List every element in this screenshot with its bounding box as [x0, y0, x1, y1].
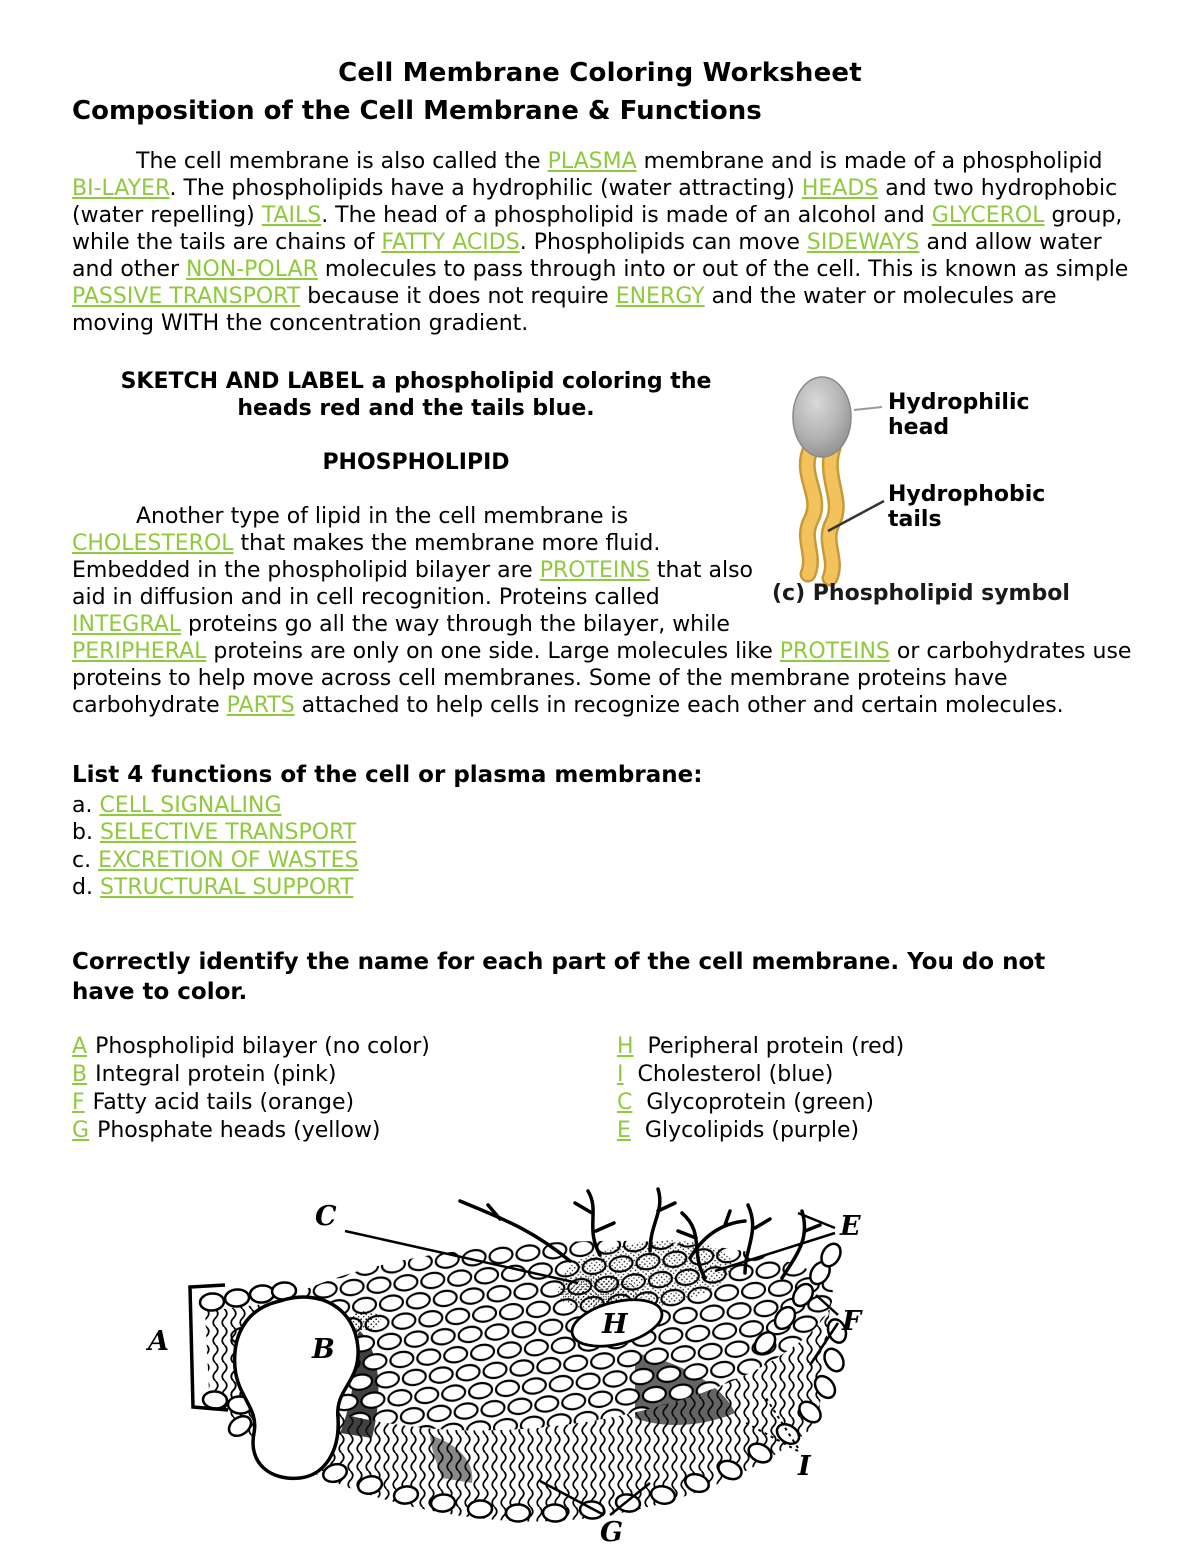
function-item: [72, 819, 1132, 847]
function-item: [72, 792, 1132, 820]
hydrophobic-tails-shape: [807, 448, 836, 578]
text-run: membrane and is made of a phospholipid: [636, 149, 1103, 174]
intro-paragraph: [72, 148, 1134, 337]
phospholipid-section: [72, 368, 1134, 719]
text-run: molecules to pass through into or out of the cell. This is known as simple: [317, 257, 1129, 282]
sketch-heading-line2: heads red and the tails blue.: [237, 396, 595, 421]
part-label: Glycolipids (purple): [644, 1118, 860, 1143]
figure-caption: (c) Phospholipid symbol: [772, 581, 1070, 606]
answer-letter: I: [617, 1062, 624, 1087]
identify-item: [617, 1033, 1117, 1061]
answer-letter: G: [72, 1118, 90, 1143]
part-label: Fatty acid tails (orange): [92, 1090, 355, 1115]
text-run: . The head of a phospholipid is made of an alcohol and: [321, 203, 932, 228]
function-item: [72, 874, 1132, 902]
membrane-diagram-drawing: [130, 1183, 890, 1551]
answer-blank: PROTEINS: [539, 558, 650, 583]
identify-column-left: [72, 1033, 592, 1145]
answer-blank: NON-POLAR: [186, 257, 318, 282]
part-label: Peripheral protein (red): [647, 1034, 905, 1059]
item-prefix: d.: [72, 875, 100, 900]
head-pointer-line: [854, 407, 882, 410]
text-run: because it does not require: [300, 284, 616, 309]
diagram-label-g: G: [600, 1517, 624, 1548]
phospholipid-figure: [770, 368, 1134, 616]
answer-blank: TAILS: [261, 203, 322, 228]
functions-heading: List 4 functions of the cell or plasma membrane:: [72, 762, 703, 788]
page-title: Cell Membrane Coloring Worksheet: [338, 58, 862, 88]
answer-blank: ENERGY: [615, 284, 705, 309]
answer-letter: C: [617, 1090, 633, 1115]
functions-section: [72, 762, 1132, 902]
answer-letter: A: [72, 1034, 88, 1059]
text-run: that makes the membrane more fluid. Embedded in the phospholipid bilayer are: [72, 531, 661, 583]
identify-item: [72, 1117, 592, 1145]
identify-item: [617, 1089, 1117, 1117]
answer-blank: STRUCTURAL SUPPORT: [99, 875, 354, 900]
diagram-label-c: C: [315, 1201, 337, 1232]
diagram-label-a: A: [148, 1326, 169, 1357]
hydrophilic-head-shape: [793, 377, 851, 457]
text-run: and two hydrophobic (water repelling): [72, 176, 1118, 228]
text-run: that also aid in diffusion and in cell recognition. Proteins called: [72, 558, 754, 610]
item-prefix: c.: [72, 847, 99, 873]
text-run: Another type of lipid in the cell membrane is: [136, 504, 629, 529]
answer-blank: BI-LAYER: [72, 176, 170, 201]
answer-letter: H: [617, 1034, 634, 1059]
answer-blank: EXCRETION OF WASTES: [98, 847, 359, 873]
identify-heading: Correctly identify the name for each part of the cell membrane. You do not have to color.: [72, 949, 1046, 1005]
identify-item: [617, 1117, 1117, 1145]
answer-blank: PERIPHERAL: [72, 639, 207, 664]
answer-blank: HEADS: [801, 176, 879, 201]
label-hydrophobic-tails: Hydrophobic tails: [888, 482, 1046, 532]
text-run: and allow water and other: [72, 230, 1102, 282]
answer-blank: FATTY ACIDS: [381, 230, 520, 255]
phospholipid-subheading: PHOSPHOLIPID: [322, 450, 510, 475]
identify-item: [72, 1033, 592, 1061]
answer-blank: PASSIVE TRANSPORT: [72, 284, 301, 309]
sketch-heading-line1: SKETCH AND LABEL a phospholipid coloring the: [120, 369, 712, 394]
answer-blank: PLASMA: [547, 149, 637, 174]
membrane-diagram: [130, 1183, 890, 1551]
part-label: Integral protein (pink): [95, 1062, 337, 1087]
item-prefix: b.: [72, 820, 100, 845]
text-run: proteins are only on one side. Large molecules like: [206, 639, 780, 664]
answer-blank: GLYCEROL: [931, 203, 1045, 228]
section-subtitle: Composition of the Cell Membrane & Functions: [72, 96, 762, 126]
text-run: . The phospholipids have a hydrophilic (water attracting): [169, 176, 802, 201]
diagram-label-h: H: [602, 1309, 628, 1340]
answer-blank: CELL SIGNALING: [99, 792, 282, 818]
function-item: [72, 847, 1132, 875]
answer-blank: PARTS: [226, 693, 295, 718]
text-run: and the water or molecules are moving WITH the concentration gradient.: [72, 284, 1057, 336]
identify-column-right: [617, 1033, 1117, 1145]
text-run: or carbohydrates use proteins to help move across cell membranes. Some of the membrane proteins have carbohydrate: [72, 639, 1132, 718]
diagram-label-i: I: [798, 1451, 811, 1482]
stipple-patch: [349, 1311, 381, 1331]
answer-blank: CHOLESTEROL: [72, 531, 234, 556]
diagram-label-f: F: [842, 1306, 862, 1337]
part-label: Glycoprotein (green): [646, 1090, 875, 1115]
identify-item: [72, 1089, 592, 1117]
text-run: group, while the tails are chains of: [72, 203, 1123, 255]
text-run: proteins go all the way through the bilayer, while: [181, 612, 730, 637]
item-prefix: a.: [72, 792, 100, 818]
label-hydrophilic-head: Hydrophilic head: [888, 390, 1030, 440]
answer-letter: F: [72, 1090, 85, 1115]
part-label: Phosphate heads (yellow): [97, 1118, 381, 1143]
identify-item: [617, 1061, 1117, 1089]
answer-blank: SIDEWAYS: [806, 230, 920, 255]
identify-section: [72, 947, 1134, 1143]
answer-letter: B: [72, 1062, 88, 1087]
part-label: Cholesterol (blue): [637, 1062, 834, 1087]
diagram-label-e: E: [840, 1211, 861, 1242]
diagram-label-b: B: [312, 1334, 335, 1365]
answer-blank: INTEGRAL: [72, 612, 182, 637]
text-run: The cell membrane is also called the: [136, 149, 548, 174]
answer-blank: SELECTIVE TRANSPORT: [99, 820, 357, 845]
text-run: attached to help cells in recognize each other and certain molecules.: [294, 693, 1064, 718]
answer-letter: E: [617, 1118, 631, 1143]
answer-blank: PROTEINS: [779, 639, 890, 664]
part-label: Phospholipid bilayer (no color): [95, 1034, 430, 1059]
identify-item: [72, 1061, 592, 1089]
text-run: . Phospholipids can move: [519, 230, 807, 255]
